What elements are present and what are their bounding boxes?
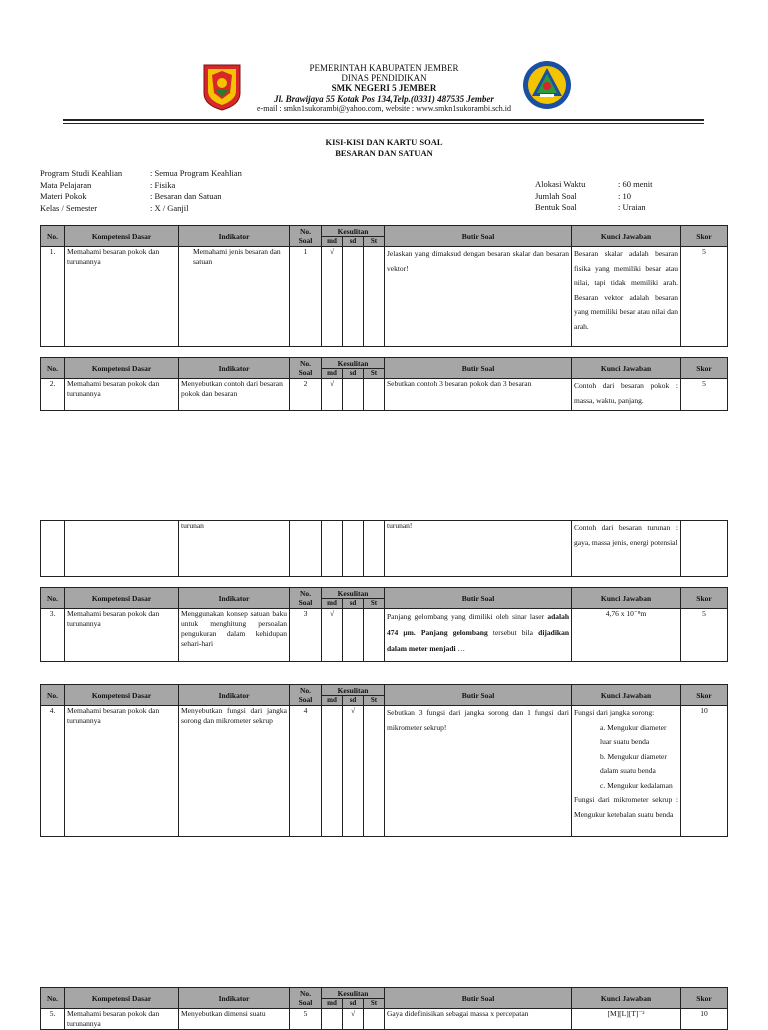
meta-key: Program Studi Keahlian [40, 168, 123, 178]
col-skor: Skor [681, 588, 728, 609]
col-md: md [322, 369, 343, 379]
row-butir [385, 609, 572, 662]
row-kunci: Besaran skalar adalah besaran fisika yang memiliki besar atau nilai, tapi tidak memiliki arah. Besaran vektor adalah besaran yang memiliki besar atau nilai dan arah. [572, 247, 681, 347]
cont-kunci: Contoh dari besaran turunan : gaya, massa jenis, energi potensial [572, 521, 681, 577]
col-indikator: Indikator [179, 358, 290, 379]
row-no-soal: 2 [290, 379, 322, 411]
col-kunci: Kunci Jawaban [572, 685, 681, 706]
col-no-soal-2: Soal [298, 598, 313, 607]
row-kompetensi: Memahami besaran pokok dan turunannya [65, 379, 179, 411]
col-kompetensi: Kompetensi Dasar [65, 988, 179, 1009]
cont-kompetensi [65, 521, 179, 577]
meta-value: : Besaran dan Satuan [150, 191, 222, 201]
check-st [364, 379, 385, 411]
list-item: b. Mengukur diameter dalam suatu benda [600, 751, 667, 775]
row-butir: Sebutkan contoh 3 besaran pokok dan 3 besaran [385, 379, 572, 411]
meta-value: : 10 [618, 190, 631, 201]
meta-key: Materi Pokok [40, 191, 87, 201]
col-skor: Skor [681, 685, 728, 706]
col-no-soal-1: No. [299, 589, 312, 598]
col-kunci: Kunci Jawaban [572, 358, 681, 379]
doc-title-2: BESARAN DAN SATUAN [335, 148, 433, 158]
check-md [322, 1009, 343, 1030]
col-no-soal-1: No. [299, 686, 312, 695]
col-kesulitan: Kesulitan [322, 685, 385, 696]
meta-right [535, 179, 652, 214]
col-st: St [364, 369, 385, 379]
header-rule-thick [63, 119, 704, 121]
meta-key: Jumlah Soal [535, 190, 577, 201]
row-no: 2. [41, 379, 65, 411]
col-st: St [364, 599, 385, 609]
meta-key: Mata Pelajaran [40, 179, 92, 190]
col-no-soal [290, 988, 322, 1009]
col-md: md [322, 599, 343, 609]
check-md: √ [322, 379, 343, 411]
row-kompetensi: Memahami besaran pokok dan turunannya [65, 247, 179, 347]
row-kunci: Contoh dari besaran pokok : massa, waktu, panjang. [572, 379, 681, 411]
cont-st [364, 521, 385, 577]
check-st [364, 1009, 385, 1030]
col-no: No. [41, 358, 65, 379]
row-kompetensi: Memahami besaran pokok dan turunannya [65, 706, 179, 837]
table-row [41, 379, 728, 411]
meta-key: Kelas / Semester [40, 202, 98, 213]
check-sd: √ [343, 706, 364, 837]
row-skor: 10 [681, 1009, 728, 1030]
kunci-outro: Fungsi dari mikrometer sekrup : Mengukur ketebalan suatu benda [574, 795, 679, 819]
header-rule-thin [63, 123, 704, 124]
col-kompetensi: Kompetensi Dasar [65, 685, 179, 706]
row-indikator: Menyebutkan fungsi dari jangka sorong dan mikrometer sekrup [179, 706, 290, 837]
row-kompetensi: Memahami besaran pokok dan turunannya [65, 609, 179, 662]
meta-value: : Semua Program Keahlian [150, 168, 242, 178]
cont-sd [343, 521, 364, 577]
row-skor: 10 [681, 706, 728, 837]
col-no-soal-1: No. [299, 359, 312, 368]
soal-table-2 [40, 357, 728, 411]
col-no: No. [41, 588, 65, 609]
col-st: St [364, 999, 385, 1009]
meta-key: Bentuk Soal [535, 202, 577, 212]
col-kompetensi: Kompetensi Dasar [65, 588, 179, 609]
cont-skor [681, 521, 728, 577]
col-no: No. [41, 988, 65, 1009]
meta-value: : Fisika [150, 179, 176, 190]
col-md: md [322, 696, 343, 706]
check-md [322, 706, 343, 837]
table-row [41, 706, 728, 837]
check-st [364, 706, 385, 837]
col-indikator: Indikator [179, 685, 290, 706]
cont-md [322, 521, 343, 577]
row-no: 3. [41, 609, 65, 662]
col-butir: Butir Soal [385, 988, 572, 1009]
col-no-soal-2: Soal [298, 236, 313, 245]
soal-table-3 [40, 587, 728, 662]
col-butir: Butir Soal [385, 588, 572, 609]
col-st: St [364, 696, 385, 706]
table-row [41, 609, 728, 662]
list-item: a. Mengukur diameter luar suatu benda [600, 722, 667, 746]
col-kesulitan: Kesulitan [322, 226, 385, 237]
meta-value: : X / Ganjil [150, 202, 189, 213]
col-no-soal [290, 226, 322, 247]
col-no-soal [290, 685, 322, 706]
col-sd: sd [343, 999, 364, 1009]
col-md: md [322, 999, 343, 1009]
col-sd: sd [343, 599, 364, 609]
col-sd: sd [343, 237, 364, 247]
soal-table-4 [40, 684, 728, 837]
col-indikator: Indikator [179, 226, 290, 247]
table-row [41, 521, 728, 577]
check-st [364, 609, 385, 662]
check-md: √ [322, 247, 343, 347]
col-skor: Skor [681, 226, 728, 247]
col-no-soal-1: No. [299, 989, 312, 998]
col-no: No. [41, 685, 65, 706]
row-no-soal: 3 [290, 609, 322, 662]
meta-value: : 60 menit [618, 179, 653, 189]
check-st [364, 247, 385, 347]
row-no-soal: 5 [290, 1009, 322, 1030]
cont-no [41, 521, 65, 577]
col-butir: Butir Soal [385, 358, 572, 379]
row-kunci: [M][L][T]⁻² [572, 1009, 681, 1030]
butir-text-e: … [457, 644, 465, 653]
col-sd: sd [343, 696, 364, 706]
school-address: Jl. Brawijaya 55 Kotak Pos 134,Telp.(0331) 487535 Jember [274, 94, 494, 104]
col-indikator: Indikator [179, 988, 290, 1009]
col-kesulitan: Kesulitan [322, 588, 385, 599]
col-butir: Butir Soal [385, 685, 572, 706]
check-sd [343, 609, 364, 662]
table-row [41, 1009, 728, 1030]
butir-text-b: adalah 474 μm. Panjang gelombang [387, 612, 570, 637]
list-item: c. Mengukur kedalaman [600, 780, 673, 790]
col-sd: sd [343, 369, 364, 379]
col-st: St [364, 237, 385, 247]
col-kompetensi: Kompetensi Dasar [65, 358, 179, 379]
row-skor: 5 [681, 247, 728, 347]
row-kunci: 4,76 x 10⁻⁸m [572, 609, 681, 662]
col-no-soal-2: Soal [298, 998, 313, 1007]
butir-text-c: tersebut bila [492, 628, 534, 637]
col-kunci: Kunci Jawaban [572, 226, 681, 247]
row-no: 1. [41, 247, 65, 347]
row-no: 5. [41, 1009, 65, 1030]
row-indikator: Menggunakan konsep satuan baku untuk menghitung persoalan pengukuran dalam kehidupan sehari-hari [179, 609, 290, 662]
header-line-2: DINAS PENDIDIKAN [341, 73, 427, 83]
butir-text-a: Panjang gelombang yang dimiliki oleh sinar laser [387, 612, 545, 621]
meta-key: Alokasi Waktu [535, 179, 586, 189]
col-md: md [322, 237, 343, 247]
row-skor: 5 [681, 379, 728, 411]
col-skor: Skor [681, 358, 728, 379]
check-md: √ [322, 609, 343, 662]
doc-title-1: KISI-KISI DAN KARTU SOAL [325, 137, 443, 147]
row-kunci [572, 706, 681, 837]
header-line-1: PEMERINTAH KABUPATEN JEMBER [309, 63, 459, 73]
kunci-intro: Fungsi dari jangka sorong: [574, 708, 655, 717]
col-no-soal [290, 588, 322, 609]
col-kesulitan: Kesulitan [322, 988, 385, 999]
col-no-soal [290, 358, 322, 379]
soal-table-1 [40, 225, 728, 347]
col-kunci: Kunci Jawaban [572, 988, 681, 1009]
row-butir: Jelaskan yang dimaksud dengan besaran skalar dan besaran vektor! [385, 247, 572, 347]
col-no-soal-1: No. [299, 227, 312, 236]
col-butir: Butir Soal [385, 226, 572, 247]
table-row [41, 247, 728, 347]
school-name: SMK NEGERI 5 JEMBER [331, 83, 437, 93]
cont-no-soal [290, 521, 322, 577]
check-sd: √ [343, 1009, 364, 1030]
col-skor: Skor [681, 988, 728, 1009]
row-butir: Gaya didefinisikan sebagai massa x percepatan [385, 1009, 572, 1030]
row-no: 4. [41, 706, 65, 837]
butir-text-d: dijadikan dalam meter menjadi [387, 628, 570, 653]
kunci-list [574, 721, 678, 794]
col-no-soal-2: Soal [298, 368, 313, 377]
col-kesulitan: Kesulitan [322, 358, 385, 369]
col-kunci: Kunci Jawaban [572, 588, 681, 609]
row-indikator: Menyebutkan contoh dari besaran pokok dan besaran [179, 379, 290, 411]
meta-left [40, 168, 242, 214]
meta-value: : Uraian [618, 202, 646, 212]
cont-butir: turunan! [385, 521, 572, 577]
col-kompetensi: Kompetensi Dasar [65, 226, 179, 247]
row-indikator: Menyebutkan dimensi suatu [179, 1009, 290, 1030]
row-kompetensi: Memahami besaran pokok dan turunannya [65, 1009, 179, 1030]
row-skor: 5 [681, 609, 728, 662]
check-sd [343, 247, 364, 347]
check-sd [343, 379, 364, 411]
row-no-soal: 4 [290, 706, 322, 837]
row-indikator: Memahami jenis besaran dan satuan [179, 247, 290, 347]
col-no-soal-2: Soal [298, 695, 313, 704]
row-butir: Sebutkan 3 fungsi dari jangka sorong dan 1 fungsi dari mikrometer sekrup! [385, 706, 572, 837]
row-no-soal: 1 [290, 247, 322, 347]
col-indikator: Indikator [179, 588, 290, 609]
school-contact: e-mail : smkn1sukorambi@yahoo.com, website : www.smkn1sukorambi.sch.id [257, 104, 511, 113]
cont-indikator: turunan [179, 521, 290, 577]
continuation-table [40, 520, 728, 577]
col-no: No. [41, 226, 65, 247]
